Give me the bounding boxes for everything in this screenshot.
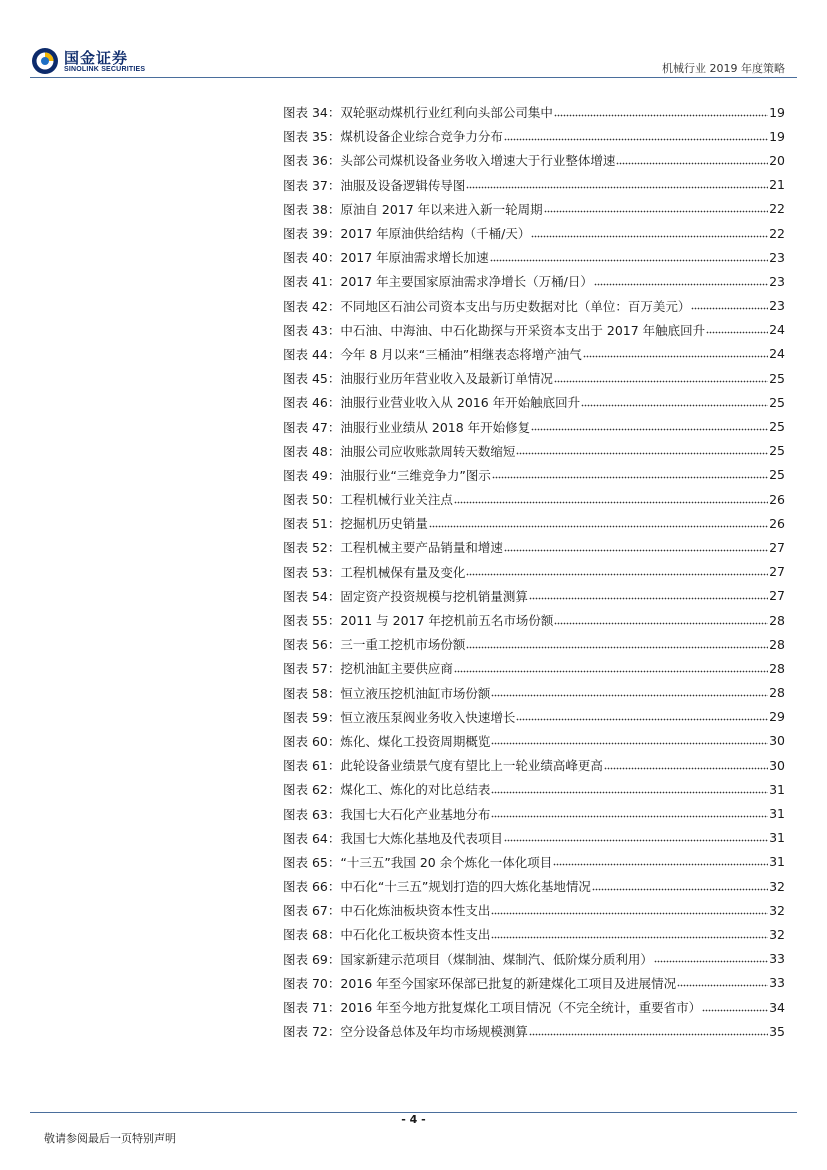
- toc-entry-label: 图表 72：: [283, 1024, 341, 1040]
- page-number: - 4 -: [401, 1113, 426, 1126]
- toc-entry-title: 中石化化工板块资本性支出: [340, 927, 491, 943]
- toc-entry-title: 工程机械行业关注点: [340, 492, 453, 508]
- toc-entry[interactable]: [283, 390, 785, 414]
- toc-entry-page: 34: [769, 999, 785, 1015]
- toc-entry[interactable]: [283, 874, 785, 898]
- toc-entry[interactable]: [283, 898, 785, 922]
- toc-entry-label: 图表 50：: [283, 492, 341, 508]
- toc-entry-label: 图表 36：: [283, 153, 341, 169]
- toc-entry-label: 图表 69：: [283, 951, 341, 967]
- toc-entry[interactable]: [283, 560, 785, 584]
- toc-entry-title: 油服行业历年营业收入及最新订单情况: [340, 371, 553, 387]
- toc-entry-page: 31: [769, 830, 785, 846]
- toc-dot-leader: [706, 325, 768, 334]
- toc-entry[interactable]: [283, 705, 785, 729]
- toc-entry-label: 图表 44：: [283, 346, 341, 362]
- toc-entry-title: 工程机械保有量及变化: [340, 564, 466, 580]
- toc-entry-page: 26: [769, 515, 785, 531]
- toc-entry-page: 32: [769, 878, 785, 894]
- toc-entry[interactable]: [283, 197, 785, 221]
- toc-entry-title: 2011 与 2017 年挖机前五名市场份额: [340, 613, 554, 629]
- toc-dot-leader: [544, 204, 768, 213]
- toc-entry-label: 图表 60：: [283, 733, 341, 749]
- toc-dot-leader: [491, 688, 768, 697]
- toc-entry-title: 恒立液压泵阀业务收入快速增长: [340, 709, 516, 725]
- toc-entry[interactable]: [283, 801, 785, 825]
- toc-dot-leader: [490, 253, 768, 262]
- toc-entry-label: 图表 67：: [283, 903, 341, 919]
- toc-dot-leader: [491, 930, 768, 939]
- toc-entry-title: 固定资产投资规模与挖机销量测算: [340, 588, 528, 604]
- toc-dot-leader: [492, 470, 768, 479]
- toc-entry[interactable]: [283, 632, 785, 656]
- toc-dot-leader: [454, 495, 768, 504]
- toc-entry-title: 今年 8 月以来“三桶油”相继表态将增产油气: [340, 346, 582, 362]
- toc-entry[interactable]: [283, 124, 785, 148]
- toc-entry-label: 图表 40：: [283, 250, 341, 266]
- toc-dot-leader: [581, 398, 768, 407]
- toc-entry[interactable]: [283, 947, 785, 971]
- toc-entry-title: 煤机设备企业综合竞争力分布: [340, 129, 503, 145]
- toc-entry-page: 31: [769, 854, 785, 870]
- toc-entry-label: 图表 51：: [283, 516, 341, 532]
- toc-entry-label: 图表 55：: [283, 613, 341, 629]
- toc-entry-title: 2017 年主要国家原油需求净增长（万桶/日）: [340, 274, 593, 290]
- toc-entry[interactable]: [283, 681, 785, 705]
- toc-entry-label: 图表 53：: [283, 564, 341, 580]
- toc-dot-leader: [516, 446, 768, 455]
- toc-entry-label: 图表 57：: [283, 661, 341, 677]
- toc-entry-label: 图表 70：: [283, 975, 341, 991]
- toc-entry[interactable]: [283, 148, 785, 172]
- toc-entry-page: 33: [769, 951, 785, 967]
- toc-entry[interactable]: [283, 269, 785, 293]
- toc-entry-page: 25: [769, 370, 785, 386]
- toc-entry-page: 22: [769, 225, 785, 241]
- toc-entry[interactable]: [283, 971, 785, 995]
- toc-entry[interactable]: [283, 463, 785, 487]
- toc-entry[interactable]: [283, 850, 785, 874]
- toc-dot-leader: [466, 567, 768, 576]
- toc-entry-label: 图表 68：: [283, 927, 341, 943]
- toc-dot-leader: [654, 954, 768, 963]
- toc-entry-title: 国家新建示范项目（煤制油、煤制汽、低阶煤分质利用）: [340, 951, 653, 967]
- toc-dot-leader: [604, 761, 768, 770]
- toc-entry-label: 图表 56：: [283, 637, 341, 653]
- toc-entry[interactable]: [283, 729, 785, 753]
- toc-dot-leader: [594, 277, 768, 286]
- toc-entry[interactable]: [283, 294, 785, 318]
- toc-entry[interactable]: [283, 100, 785, 124]
- toc-dot-leader: [531, 229, 768, 238]
- toc-entry-title: 油服公司应收账款周转天数缩短: [340, 443, 516, 459]
- toc-dot-leader: [592, 882, 768, 891]
- toc-entry-label: 图表 49：: [283, 467, 341, 483]
- toc-entry-page: 31: [769, 806, 785, 822]
- toc-dot-leader: [691, 301, 768, 310]
- toc-entry[interactable]: [283, 777, 785, 801]
- toc-entry-title: 空分设备总体及年均市场规模测算: [340, 1024, 528, 1040]
- toc-entry-page: 22: [769, 201, 785, 217]
- toc-dot-leader: [529, 1027, 768, 1036]
- toc-entry-label: 图表 58：: [283, 685, 341, 701]
- toc-entry-title: 油服行业营业收入从 2016 年开始触底回升: [340, 395, 581, 411]
- toc-entry[interactable]: [283, 366, 785, 390]
- report-title: 机械行业 2019 年度策略: [662, 62, 785, 75]
- toc-dot-leader: [504, 833, 768, 842]
- toc-entry-label: 图表 59：: [283, 709, 341, 725]
- toc-entry-title: 双轮驱动煤机行业红利向头部公司集中: [340, 105, 553, 121]
- toc-entry-label: 图表 64：: [283, 830, 341, 846]
- toc-entry[interactable]: [283, 922, 785, 946]
- toc-entry[interactable]: [283, 173, 785, 197]
- toc-entry[interactable]: [283, 487, 785, 511]
- toc-entry-page: 23: [769, 298, 785, 314]
- toc-entry-page: 28: [769, 612, 785, 628]
- toc-entry-label: 图表 37：: [283, 177, 341, 193]
- toc-entry-page: 27: [769, 539, 785, 555]
- toc-entry-page: 19: [769, 104, 785, 120]
- toc-entry-label: 图表 62：: [283, 782, 341, 798]
- header-divider: [30, 77, 797, 78]
- toc-entry-title: 挖掘机历史销量: [340, 516, 428, 532]
- toc-dot-leader: [429, 519, 768, 528]
- toc-entry-page: 27: [769, 588, 785, 604]
- toc-entry-page: 25: [769, 443, 785, 459]
- toc-dot-leader: [491, 906, 768, 915]
- toc-entry-page: 26: [769, 491, 785, 507]
- toc-entry-title: 油服行业“三维竞争力”图示: [340, 467, 491, 483]
- toc-entry-title: 2016 年至今国家环保部已批复的新建煤化工项目及进展情况: [340, 975, 677, 991]
- toc-entry-label: 图表 45：: [283, 371, 341, 387]
- toc-entry-title: 此轮设备业绩景气度有望比上一轮业绩高峰更高: [340, 758, 603, 774]
- toc-entry-page: 24: [769, 322, 785, 338]
- toc-entry-title: 我国七大炼化基地及代表项目: [340, 830, 503, 846]
- toc-entry-label: 图表 48：: [283, 443, 341, 459]
- toc-dot-leader: [491, 809, 768, 818]
- toc-entry-title: 中石油、中海油、中石化勘探与开采资本支出于 2017 年触底回升: [340, 322, 706, 338]
- toc-entry-title: 三一重工挖机市场份额: [340, 637, 466, 653]
- toc-entry-page: 24: [769, 346, 785, 362]
- logo-mark-icon: [30, 46, 60, 76]
- toc-entry-label: 图表 46：: [283, 395, 341, 411]
- toc-entry-title: 煤化工、炼化的对比总结表: [340, 782, 491, 798]
- toc-entry-label: 图表 41：: [283, 274, 341, 290]
- toc-entry[interactable]: [283, 584, 785, 608]
- toc-entry-page: 23: [769, 249, 785, 265]
- toc-entry-label: 图表 39：: [283, 226, 341, 242]
- logo-english-name: SINOLINK SECURITIES: [64, 66, 146, 73]
- toc-entry-label: 图表 38：: [283, 201, 341, 217]
- toc-entry-page: 31: [769, 781, 785, 797]
- toc-entry[interactable]: [283, 414, 785, 438]
- toc-entry-label: 图表 66：: [283, 879, 341, 895]
- company-logo: [30, 44, 160, 78]
- toc-entry-title: 头部公司煤机设备业务收入增速大于行业整体增速: [340, 153, 616, 169]
- toc-entry-title: 我国七大石化产业基地分布: [340, 806, 491, 822]
- toc-entry-label: 图表 47：: [283, 419, 341, 435]
- toc-entry[interactable]: [283, 318, 785, 342]
- toc-entry[interactable]: [283, 245, 785, 269]
- toc-dot-leader: [504, 132, 768, 141]
- toc-entry-page: 23: [769, 273, 785, 289]
- toc-entry-label: 图表 34：: [283, 105, 341, 121]
- toc-entry-page: 35: [769, 1023, 785, 1039]
- toc-entry-title: 恒立液压挖机油缸市场份额: [340, 685, 491, 701]
- toc-dot-leader: [616, 156, 768, 165]
- toc-entry-title: 油服行业业绩从 2018 年开始修复: [340, 419, 531, 435]
- table-of-figures: [283, 100, 785, 1043]
- toc-dot-leader: [554, 108, 768, 117]
- toc-entry-title: 炼化、煤化工投资周期概览: [340, 733, 491, 749]
- page-header: [0, 0, 827, 80]
- toc-entry-label: 图表 65：: [283, 854, 341, 870]
- toc-entry-title: “十三五”我国 20 余个炼化一体化项目: [340, 854, 553, 870]
- toc-entry[interactable]: [283, 342, 785, 366]
- toc-entry-page: 25: [769, 394, 785, 410]
- toc-entry-label: 图表 43：: [283, 322, 341, 338]
- toc-dot-leader: [553, 857, 768, 866]
- toc-dot-leader: [554, 374, 768, 383]
- toc-entry[interactable]: [283, 995, 785, 1019]
- toc-dot-leader: [531, 422, 768, 431]
- toc-dot-leader: [466, 640, 768, 649]
- toc-entry-title: 油服及设备逻辑传导图: [340, 177, 466, 193]
- toc-dot-leader: [529, 591, 768, 600]
- toc-entry[interactable]: [283, 656, 785, 680]
- toc-entry-title: 2017 年原油供给结构（千桶/天）: [340, 226, 531, 242]
- toc-entry-page: 20: [769, 152, 785, 168]
- toc-entry[interactable]: [283, 439, 785, 463]
- toc-entry-page: 28: [769, 636, 785, 652]
- toc-dot-leader: [504, 543, 768, 552]
- toc-entry-page: 28: [769, 685, 785, 701]
- toc-dot-leader: [491, 736, 768, 745]
- toc-entry-page: 30: [769, 757, 785, 773]
- toc-entry[interactable]: [283, 753, 785, 777]
- toc-entry-title: 中石化炼油板块资本性支出: [340, 903, 491, 919]
- toc-dot-leader: [516, 712, 768, 721]
- toc-entry[interactable]: [283, 511, 785, 535]
- toc-dot-leader: [554, 616, 768, 625]
- toc-entry-page: 32: [769, 902, 785, 918]
- toc-entry-title: 工程机械主要产品销量和增速: [340, 540, 503, 556]
- toc-entry-title: 2016 年至今地方批复煤化工项目情况（不完全统计，重要省市）: [340, 1000, 702, 1016]
- toc-entry[interactable]: [283, 535, 785, 559]
- toc-entry-label: 图表 63：: [283, 806, 341, 822]
- toc-entry-page: 19: [769, 128, 785, 144]
- toc-entry-page: 27: [769, 564, 785, 580]
- toc-entry-label: 图表 71：: [283, 1000, 341, 1016]
- toc-dot-leader: [702, 1003, 768, 1012]
- toc-entry-page: 30: [769, 733, 785, 749]
- toc-dot-leader: [677, 978, 768, 987]
- toc-entry-title: 不同地区石油公司资本支出与历史数据对比（单位：百万美元）: [340, 298, 691, 314]
- toc-entry[interactable]: [283, 826, 785, 850]
- toc-entry-title: 挖机油缸主要供应商: [340, 661, 453, 677]
- toc-entry-label: 图表 42：: [283, 298, 341, 314]
- toc-entry-page: 32: [769, 926, 785, 942]
- toc-dot-leader: [466, 180, 768, 189]
- toc-entry-page: 21: [769, 177, 785, 193]
- toc-entry-label: 图表 52：: [283, 540, 341, 556]
- toc-entry-page: 29: [769, 709, 785, 725]
- disclaimer-note: 敬请参阅最后一页特别声明: [44, 1132, 176, 1145]
- toc-entry-page: 25: [769, 419, 785, 435]
- toc-entry-page: 33: [769, 975, 785, 991]
- toc-entry[interactable]: [283, 608, 785, 632]
- toc-dot-leader: [454, 664, 768, 673]
- toc-entry-title: 原油自 2017 年以来进入新一轮周期: [340, 201, 543, 217]
- logo-chinese-name: 国金证券: [64, 49, 129, 67]
- toc-entry-title: 中石化“十三五”规划打造的四大炼化基地情况: [340, 879, 591, 895]
- toc-entry[interactable]: [283, 1019, 785, 1043]
- toc-entry[interactable]: [283, 221, 785, 245]
- toc-dot-leader: [491, 785, 768, 794]
- toc-entry-page: 25: [769, 467, 785, 483]
- toc-entry-label: 图表 35：: [283, 129, 341, 145]
- toc-entry-title: 2017 年原油需求增长加速: [340, 250, 489, 266]
- toc-dot-leader: [583, 349, 768, 358]
- toc-entry-label: 图表 54：: [283, 588, 341, 604]
- toc-entry-label: 图表 61：: [283, 758, 341, 774]
- toc-entry-page: 28: [769, 660, 785, 676]
